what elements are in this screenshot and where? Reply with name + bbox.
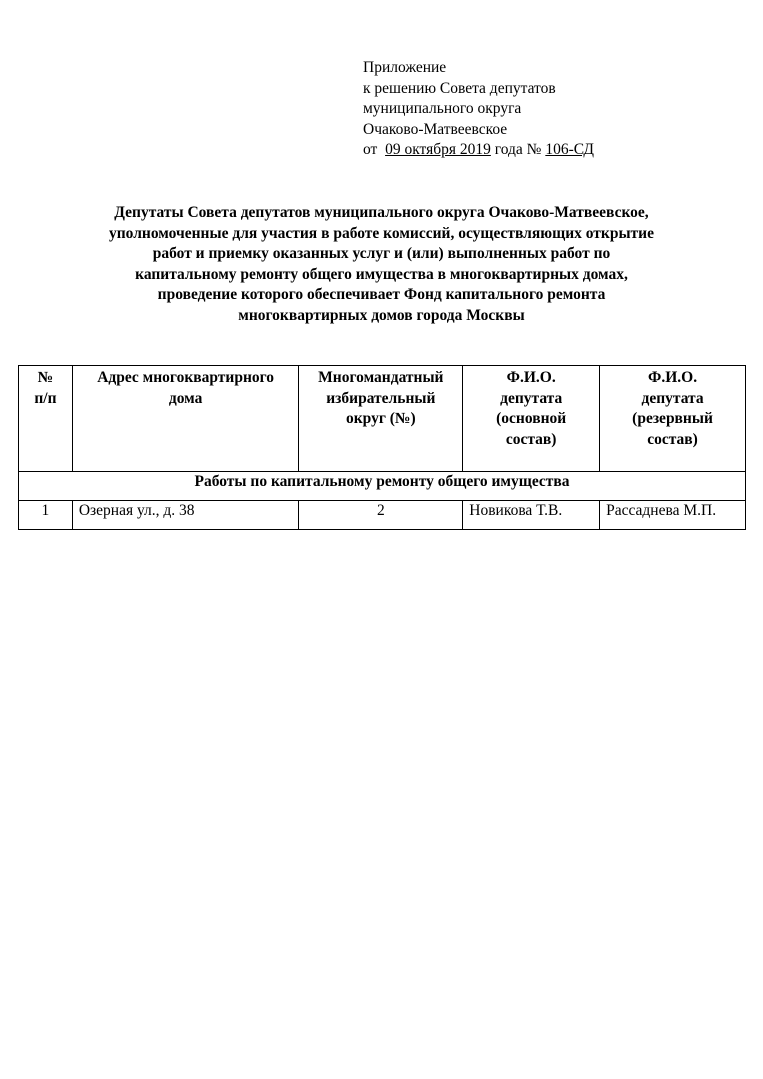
title-line: капитальному ремонту общего имущества в многоквартирных домах, (135, 265, 628, 283)
cell-address: Озерная ул., д. 38 (72, 501, 299, 530)
document-title (40, 203, 723, 327)
appendix-line-1: Приложение (363, 59, 447, 76)
title-line: работ и приемку оказанных услуг и (или) выполненных работ по (152, 245, 611, 263)
appendix-line-2: к решению Совета депутатов (363, 79, 556, 97)
section-row (19, 472, 746, 501)
decision-number: 106-СД (545, 141, 594, 158)
deputies-table (18, 365, 746, 530)
title-line: уполномоченные для участия в работе комиссий, осуществляющих открытие (109, 224, 654, 242)
cell-reserve-deputy: Рассаднева М.П. (600, 501, 746, 530)
decision-date: 09 октября 2019 (385, 141, 491, 158)
cell-district: 2 (299, 501, 463, 530)
appendix-date-line (363, 140, 594, 161)
title-line: Депутаты Совета депутатов муниципального округа Очаково-Матвеевское, (114, 204, 649, 221)
appendix-line-3: муниципального округа (363, 100, 522, 117)
appendix-line-4: Очаково-Матвеевское (363, 120, 508, 138)
header-reserve-deputy: Ф.И.О. депутата (резервный состав) (600, 366, 746, 472)
header-main-deputy: Ф.И.О. депутата (основной состав) (463, 366, 600, 472)
title-line: проведение которого обеспечивает Фонд капитального ремонта (157, 286, 606, 304)
title-line: многоквартирных домов города Москвы (238, 306, 525, 324)
header-number: № п/п (19, 366, 73, 472)
date-prefix: от (363, 141, 378, 158)
section-title: Работы по капитальному ремонту общего имущества (19, 472, 746, 501)
cell-number: 1 (19, 501, 73, 530)
cell-main-deputy: Новикова Т.В. (463, 501, 600, 530)
header-row (19, 366, 746, 472)
header-district: Многомандатный избирательный округ (№) (299, 366, 463, 472)
header-address: Адрес многоквартирного дома (72, 366, 299, 472)
date-mid: года № (494, 141, 542, 158)
appendix-block (363, 58, 594, 161)
table-row (19, 501, 746, 530)
